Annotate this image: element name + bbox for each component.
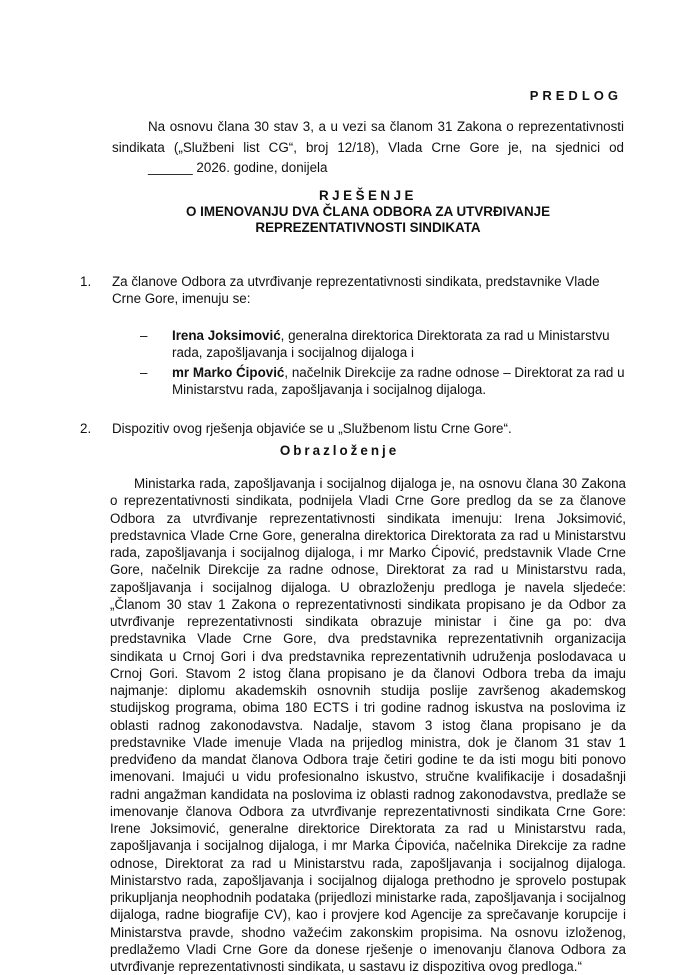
list-item xyxy=(80,273,625,398)
document-label: PREDLOG xyxy=(529,88,622,103)
appointee-role: , načelnik Direkcije za radne odnose – Direktorat za rad u Ministarstvu rada, zapošljavanja i socijalnog dijaloga. xyxy=(172,365,625,397)
list-item-text: Dispozitiv ovog rješenja objaviće se u „Službenom listu Crne Gore“. xyxy=(112,421,512,436)
explanation-heading: Obrazloženje xyxy=(279,443,400,458)
decision-title-line-1: RJEŠENJE xyxy=(319,188,417,203)
intro-text-start: Na osnovu člana 30 stav 3, a u vezi sa članom 31 Zakona o reprezentativnosti sindikata („Službeni list CG“, broj 12/18), Vlada Crne Gore je, na sjednici od xyxy=(112,119,624,155)
decision-title xyxy=(110,188,626,236)
decision-title-line-3: REPREZENTATIVNOSTI SINDIKATA xyxy=(255,220,481,235)
dash-bullet: – xyxy=(140,365,148,380)
intro-paragraph xyxy=(112,117,624,179)
intro-text-end: 2026. godine, donijela xyxy=(196,160,328,175)
list-item-number: 1. xyxy=(80,274,92,289)
dash-bullet: – xyxy=(140,328,148,343)
appointee-item xyxy=(112,327,625,361)
date-blank: ______ xyxy=(148,160,193,175)
list-item-text: Za članove Odbora za utvrđivanje reprezentativnosti sindikata, predstavnike Vlade Crne Gore, imenuju se: xyxy=(112,274,600,306)
appointee-item xyxy=(112,364,625,398)
appointee-name: Irena Joksimović xyxy=(172,328,281,343)
explanation-body: Ministarka rada, zapošljavanja i socijalnog dijaloga je, na osnovu člana 30 Zakona o reprezentativnosti sindikata, podnijela Vladi Crne Gore predlog da se za članove Odbora za utvrđivanje reprezentativnosti sindikata imenuju: Irena Joksimović, predstavnica Vlade Crne Gore, generalna direktorica Direktorata za rad u Ministarstvu rada, zapošljavanja i socijalnog dijaloga, i mr Marko Ćipović, predstavnik Vlade Crne Gore, načelnik Direkcije za radne odnose, Direktorat za rad u Ministarstvu rada, zapošljavanja i socijalnog dijaloga. U obrazloženju predloga je navela sljedeće: „Članom 30 stav 1 Zakona o reprezentativnosti sindikata propisano je da Odbor za utvrđivanje reprezentativnosti sindikata obrazuje ministar i čine ga po: dva predstavnika Vlade Crne Gore, dva predstavnika reprezentativnih organizacija sindikata u Crnoj Gori i dva predstavnika reprezentativnih udruženja poslodavaca u Crnoj Gori. Stavom 2 istog člana propisano je da članovi Odbora treba da imaju najmanje: diplomu akademskih osnovnih studija poslije završenog akademskog studijskog programa, obima 180 ECTS i tri godine radnog iskustva na poslovima iz oblasti radnog zakonodavstva. Nadalje, stavom 3 istog člana propisano je da predstavnike Vlade imenuje Vlada na prijedlog ministra, dok je članom 31 stav 1 predviđeno da mandat članova Odbora traje četiri godine te da isti mogu biti ponovo imenovani. Imajući u vidu profesionalno iskustvo, stručne kvalifikacije i dosadašnji radni angažman kandidata na poslovima iz oblasti radnog zakonodavstva, predlaže se imenovanje članova Odbora za utvrđivanje reprezentativnosti sindikata Crne Gore: Irene Joksimović, generalne direktorice Direktorata za rad u Ministarstvu rada, zapošljavanja i socijalnog dijaloga, i mr Marka Ćipovića, načelnika Direkcije za radne odnose, Direktorat za rad u Ministarstvu rada, zapošljavanja i socijalnog dijaloga. Ministarstvo rada, zapošljavanja i socijalnog dijaloga prethodno je sprovelo postupak prikupljanja neophodnih podataka (prijedlozi ministarke rada, zapošljavanja i socijalnog dijaloga, radne biografije CV), kao i provjere kod Agencije za sprečavanje korupcije i Ministarstva pravde, shodno važećim zakonskim propisima. Na osnovu izloženog, predlažemo Vladi Crne Gore da donese rješenje o imenovanju članova Odbora za utvrđivanje reprezentativnosti sindikata, u sastavu iz dispozitiva ovog predloga.“ xyxy=(110,476,626,974)
decision-title-line-2: O IMENOVANJU DVA ČLANA ODBORA ZA UTVRĐIVANJE xyxy=(185,204,551,219)
list-item-number: 2. xyxy=(80,421,92,436)
appointee-role: , generalna direktorica Direktorata za rad u Ministarstvu rada, zapošljavanja i socijalnog dijaloga i xyxy=(172,328,610,360)
dispositive-list xyxy=(80,273,625,437)
appointee-name: mr Marko Ćipović xyxy=(172,365,285,380)
list-item xyxy=(80,420,625,437)
appointee-list xyxy=(112,327,625,398)
